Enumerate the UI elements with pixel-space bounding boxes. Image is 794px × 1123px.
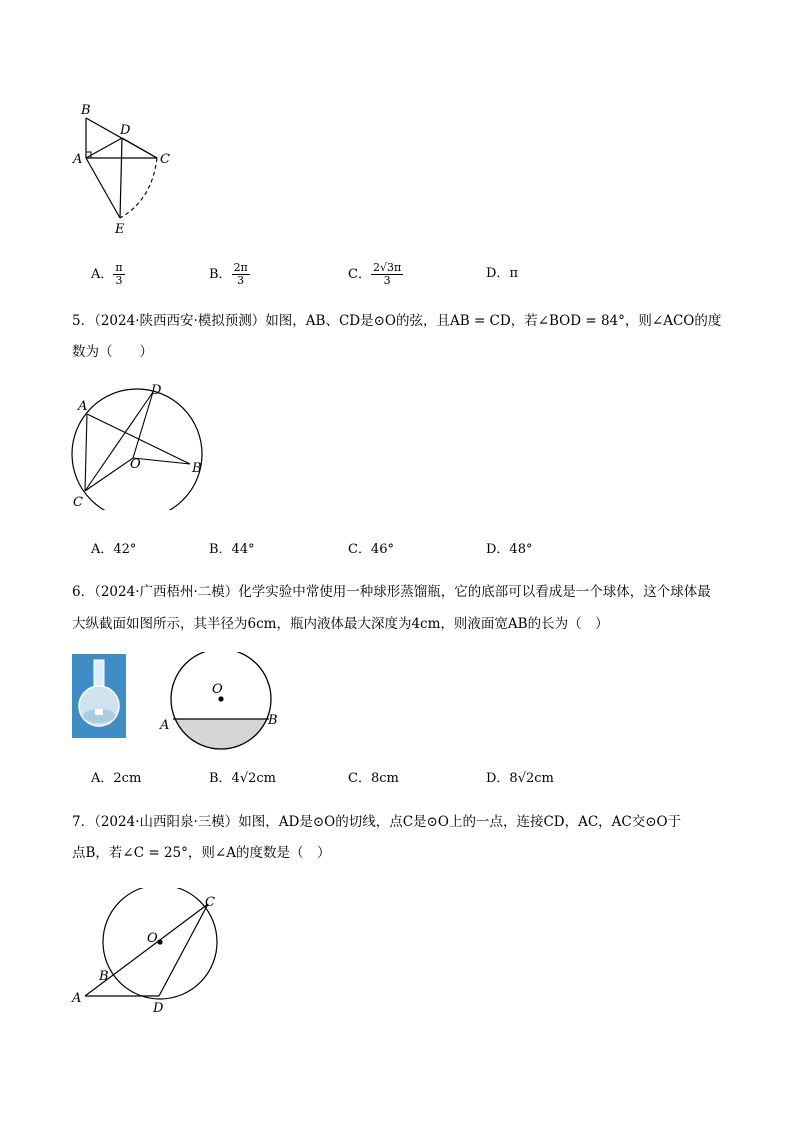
- q5-text-line2: 数为（ ）: [72, 344, 153, 360]
- distillation-flask-photo: [72, 654, 126, 738]
- q5-label-o: O: [130, 457, 141, 472]
- q4-option-a: A． $\frac{\pi}{3}$: [91, 261, 123, 287]
- q4-label-e: E: [115, 222, 125, 237]
- q4-option-b: B． $\frac{2\pi}{3}$: [209, 261, 248, 287]
- q6-option-c: C．8cm: [348, 771, 399, 786]
- q5-text-line1: 5．（2024·陕西西安·模拟预测）如图，AB、CD是⊙O的弦，且AB = CD，若∠BOD = 84°，则∠ACO的度: [72, 313, 722, 329]
- q4-label-c: C: [160, 152, 170, 167]
- q4-label-b: B: [81, 103, 91, 118]
- q7-label-b: B: [99, 969, 109, 984]
- q7-label-a: A: [72, 991, 82, 1006]
- q5-label-a: A: [78, 399, 88, 414]
- q5-label-c: C: [73, 495, 83, 510]
- q6-option-a: A．2cm: [91, 771, 142, 786]
- q4-option-c: C． $\frac{2√3\pi}{3}$: [348, 261, 402, 287]
- q6-text-line1: 6．（2024·广西梧州·二模）化学实验中常使用一种球形蒸馏瓶，它的底部可以看成是一个球体，这个球体最: [72, 584, 711, 600]
- q7-label-c: C: [205, 895, 215, 910]
- q6-option-b: B．4√2cm: [209, 771, 276, 786]
- q6-figure: [155, 652, 285, 752]
- q5-option-c: C．46°: [348, 542, 394, 557]
- q6-text-line2: 大纵截面如图所示，其半径为6cm，瓶内液体最大深度为4cm，则液面宽AB的长为（ ）: [72, 616, 609, 632]
- q6-label-a: A: [160, 718, 170, 733]
- q5-option-b: B．44°: [209, 542, 255, 557]
- q7-label-d: D: [153, 1001, 164, 1016]
- q6-label-b: B: [268, 713, 278, 728]
- q5-option-d: D．48°: [486, 542, 533, 557]
- q6-label-o: O: [212, 682, 223, 697]
- q7-text-line1: 7．（2024·山西阳泉·三模）如图，AD是⊙O的切线，点C是⊙O上的一点，连接CD，AC，AC交⊙O于: [72, 814, 682, 830]
- q7-figure: [65, 888, 235, 1018]
- q7-text-line2: 点B，若∠C = 25°，则∠A的度数是（ ）: [72, 845, 331, 861]
- q4-label-a: A: [73, 152, 83, 167]
- q5-option-a: A．42°: [91, 542, 137, 557]
- q4-option-d: D．π: [486, 266, 518, 281]
- q4-label-d: D: [120, 123, 131, 138]
- q6-option-d: D．8√2cm: [486, 771, 554, 786]
- q4-figure: [70, 100, 180, 240]
- q5-figure: [65, 380, 215, 510]
- q5-label-d: D: [151, 383, 162, 398]
- q5-label-b: B: [192, 461, 202, 476]
- q7-label-o: O: [147, 931, 158, 946]
